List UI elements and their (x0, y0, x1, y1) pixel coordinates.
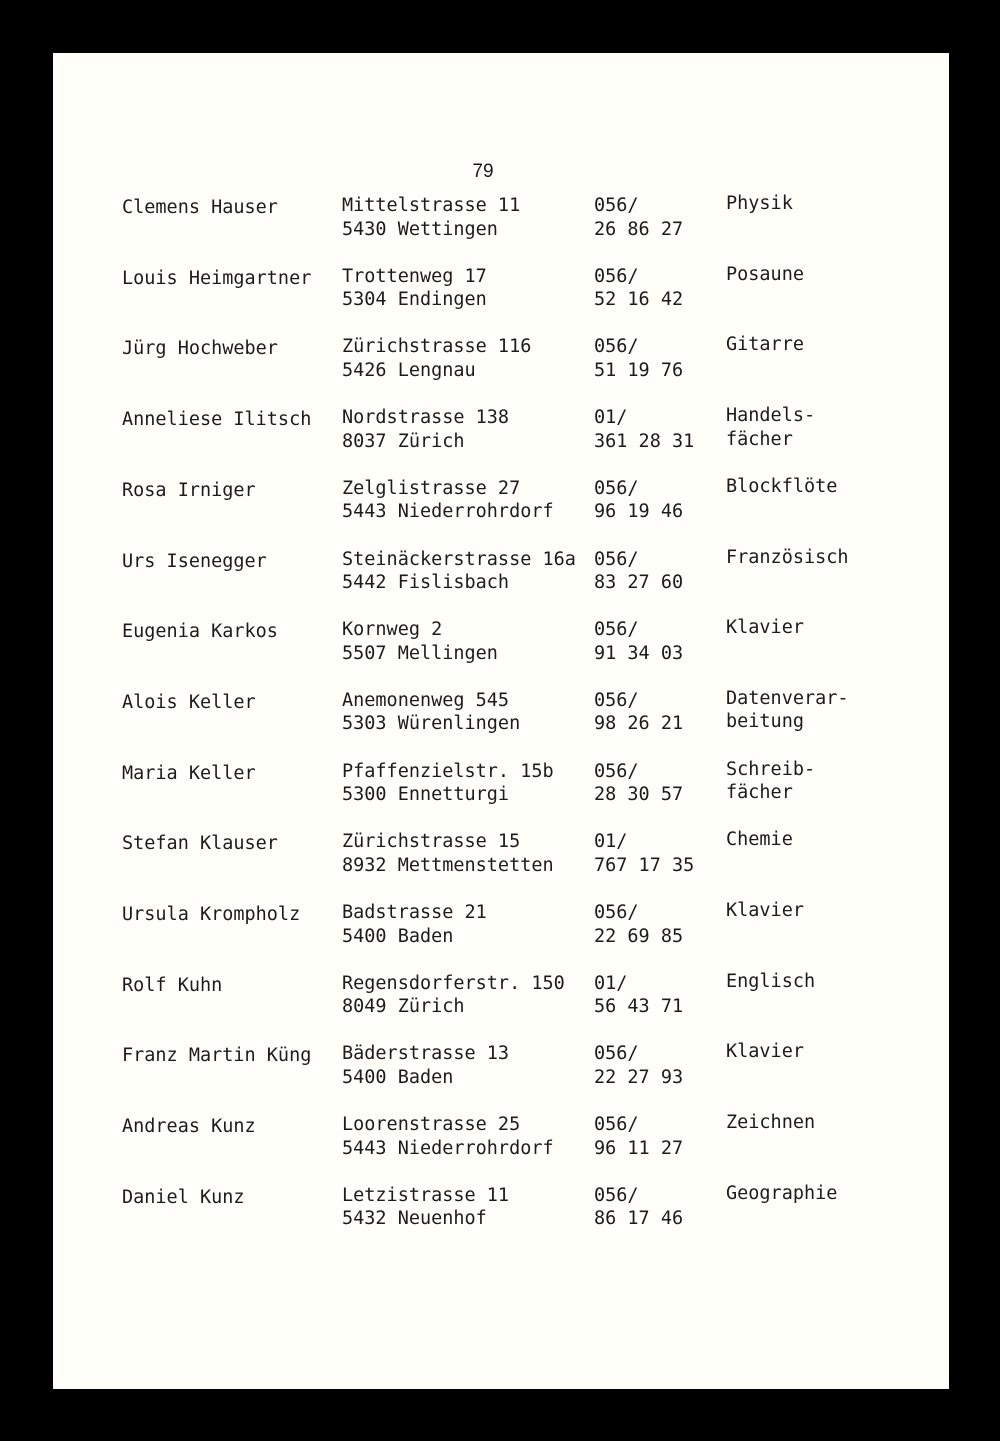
area-code-text: 056/ (594, 1184, 639, 1206)
person-name (122, 479, 256, 503)
phone-text: 22 69 85 (594, 925, 684, 947)
person-name-text: Andreas Kunz (122, 1116, 256, 1138)
person-name (122, 903, 300, 927)
phone-text: 98 26 21 (594, 713, 684, 735)
address (342, 689, 520, 736)
subject (726, 899, 804, 923)
subject (726, 828, 793, 852)
person-name-text: Franz Martin Küng (122, 1045, 312, 1067)
phone-text: 56 43 71 (594, 996, 684, 1018)
subject (726, 263, 804, 287)
phone-text: 767 17 35 (594, 854, 695, 876)
street-text: Badstrasse 21 (342, 902, 487, 923)
city-text: 8049 Zürich (342, 996, 465, 1018)
directory-entry (53, 1113, 949, 1163)
person-name-text: Rosa Irniger (122, 479, 256, 501)
subject-line-1: Gitarre (726, 334, 804, 356)
person-name-text: Stefan Klauser (122, 833, 278, 855)
person-name (122, 337, 278, 361)
city-text: 5303 Würenlingen (342, 713, 521, 735)
directory-entry (53, 972, 949, 1022)
area-code-text: 056/ (594, 477, 639, 499)
address (342, 760, 554, 807)
person-name-text: Urs Isenegger (122, 550, 267, 572)
subject-line-1: Klavier (726, 617, 804, 639)
city-text: 5400 Baden (342, 1066, 454, 1088)
directory-entry (53, 194, 949, 244)
city-text: 5300 Ennetturgi (342, 784, 510, 806)
area-code-text: 01/ (594, 831, 628, 853)
subject (726, 970, 815, 994)
address (342, 1042, 509, 1089)
city-text: 5400 Baden (342, 925, 454, 947)
directory-entry (53, 265, 949, 315)
city-text: 5426 Lengnau (342, 359, 476, 381)
phone-text: 22 27 93 (594, 1066, 684, 1088)
subject-line-1: Klavier (726, 900, 804, 921)
subject-line-1: Schreib- (726, 758, 816, 780)
phone-text: 28 30 57 (594, 784, 684, 806)
subject-line-1: Klavier (726, 1041, 804, 1063)
address (342, 618, 498, 665)
address (342, 1113, 554, 1160)
phone-number (594, 477, 683, 524)
person-name-text: Alois Keller (122, 691, 256, 713)
city-text: 5432 Neuenhof (342, 1208, 487, 1230)
subject (726, 1111, 815, 1135)
subject-line-1: Physik (726, 193, 793, 214)
person-name-text: Daniel Kunz (122, 1186, 245, 1208)
area-code-text: 056/ (594, 195, 639, 216)
phone-number (594, 194, 683, 241)
subject (726, 333, 804, 357)
phone-number (594, 972, 683, 1019)
phone-number (594, 618, 683, 665)
directory-entry (53, 548, 949, 598)
phone-text: 91 34 03 (594, 642, 684, 664)
directory-entry (53, 830, 949, 880)
person-name (122, 1044, 311, 1068)
phone-text: 96 11 27 (594, 1137, 684, 1159)
area-code-text: 056/ (594, 1043, 639, 1065)
phone-number (594, 265, 683, 312)
phone-number (594, 1113, 683, 1160)
directory-entry (53, 406, 949, 456)
directory-entry (53, 1042, 949, 1092)
person-name (122, 832, 278, 856)
phone-text: 52 16 42 (594, 289, 684, 311)
street-text: Anemonenweg 545 (342, 689, 510, 711)
subject (726, 687, 849, 734)
phone-number (594, 1184, 683, 1231)
directory-entry (53, 901, 949, 951)
address (342, 265, 487, 312)
directory-entry (53, 477, 949, 527)
page-number: 79 (472, 161, 494, 182)
phone-text: 361 28 31 (594, 430, 695, 452)
street-text: Kornweg 2 (342, 619, 443, 641)
subject (726, 475, 837, 499)
subject (726, 758, 815, 805)
person-name-text: Rolf Kuhn (122, 974, 223, 996)
person-name (122, 196, 278, 220)
area-code-text: 01/ (594, 972, 628, 994)
person-name-text: Maria Keller (122, 762, 256, 784)
area-code-text: 056/ (594, 336, 639, 358)
address (342, 830, 554, 877)
phone-number (594, 335, 683, 382)
person-name-text: Clemens Hauser (122, 197, 278, 218)
street-text: Zürichstrasse 15 (342, 831, 521, 853)
phone-number (594, 901, 683, 948)
street-text: Pfaffenzielstr. 15b (342, 760, 554, 782)
person-name (122, 408, 311, 432)
person-name (122, 267, 311, 291)
city-text: 5443 Niederrohrdorf (342, 501, 554, 523)
subject (726, 1040, 804, 1064)
city-text: 5442 Fislisbach (342, 572, 510, 593)
person-name-text: Anneliese Ilitsch (122, 409, 312, 431)
city-text: 5507 Mellingen (342, 642, 498, 664)
person-name (122, 1186, 245, 1210)
area-code-text: 056/ (594, 265, 639, 287)
person-name (122, 550, 267, 574)
person-name (122, 974, 222, 998)
street-text: Zelglistrasse 27 (342, 477, 521, 499)
phone-text: 96 19 46 (594, 501, 684, 523)
area-code-text: 056/ (594, 902, 639, 923)
directory-entry (53, 689, 949, 739)
subject-line-2: fächer (726, 782, 793, 804)
subject (726, 192, 793, 216)
subject-line-1: Blockflöte (726, 475, 838, 497)
subject (726, 616, 804, 640)
area-code-text: 056/ (594, 619, 639, 641)
area-code-text: 056/ (594, 689, 639, 711)
area-code-text: 056/ (594, 760, 639, 782)
document-page (53, 53, 949, 1389)
address (342, 406, 509, 453)
address (342, 901, 487, 948)
subject-line-1: Chemie (726, 829, 793, 851)
area-code-text: 056/ (594, 1114, 639, 1136)
subject-line-1: Geographie (726, 1182, 838, 1204)
address (342, 548, 576, 595)
phone-text: 86 17 46 (594, 1208, 684, 1230)
city-text: 5304 Endingen (342, 289, 487, 311)
area-code-text: 056/ (594, 548, 639, 570)
person-name-text: Jürg Hochweber (122, 338, 278, 360)
subject (726, 1182, 837, 1206)
directory-entry (53, 618, 949, 668)
subject-line-1: Handels- (726, 405, 816, 427)
street-text: Nordstrasse 138 (342, 407, 510, 429)
street-text: Loorenstrasse 25 (342, 1114, 521, 1136)
street-text: Letzistrasse 11 (342, 1184, 510, 1206)
subject-line-2: beitung (726, 711, 804, 733)
subject (726, 546, 849, 570)
address (342, 1184, 509, 1231)
person-name-text: Louis Heimgartner (122, 267, 312, 289)
address (342, 194, 520, 241)
street-text: Trottenweg 17 (342, 265, 487, 287)
directory-entry (53, 1184, 949, 1234)
phone-number (594, 1042, 683, 1089)
directory-entry (53, 335, 949, 385)
person-name (122, 762, 256, 786)
subject-line-1: Datenverar- (726, 687, 849, 709)
subject-line-1: Zeichnen (726, 1112, 816, 1134)
street-text: Zürichstrasse 116 (342, 336, 532, 358)
person-name-text: Eugenia Karkos (122, 621, 278, 643)
directory-entry (53, 760, 949, 810)
street-text: Steinäckerstrasse 16a (342, 548, 576, 570)
street-text: Bäderstrasse 13 (342, 1043, 510, 1065)
city-text: 8037 Zürich (342, 430, 465, 452)
subject-line-1: Englisch (726, 970, 816, 992)
phone-number (594, 830, 694, 877)
address (342, 335, 531, 382)
street-text: Mittelstrasse 11 (342, 195, 521, 216)
subject-line-1: Französisch (726, 546, 849, 568)
phone-number (594, 406, 694, 453)
phone-text: 51 19 76 (594, 359, 684, 381)
phone-text: 83 27 60 (594, 572, 684, 593)
address (342, 972, 565, 1019)
city-text: 8932 Mettmenstetten (342, 854, 554, 876)
street-text: Regensdorferstr. 150 (342, 972, 565, 994)
subject-line-1: Posaune (726, 263, 804, 285)
person-name (122, 691, 256, 715)
phone-number (594, 689, 683, 736)
city-text: 5443 Niederrohrdorf (342, 1137, 554, 1159)
phone-number (594, 548, 683, 595)
city-text: 5430 Wettingen (342, 218, 498, 240)
area-code-text: 01/ (594, 407, 628, 429)
phone-text: 26 86 27 (594, 218, 684, 240)
subject (726, 404, 815, 451)
person-name (122, 620, 278, 644)
address (342, 477, 554, 524)
phone-number (594, 760, 683, 807)
person-name-text: Ursula Krompholz (122, 904, 301, 925)
subject-line-2: fächer (726, 428, 793, 450)
person-name (122, 1115, 256, 1139)
